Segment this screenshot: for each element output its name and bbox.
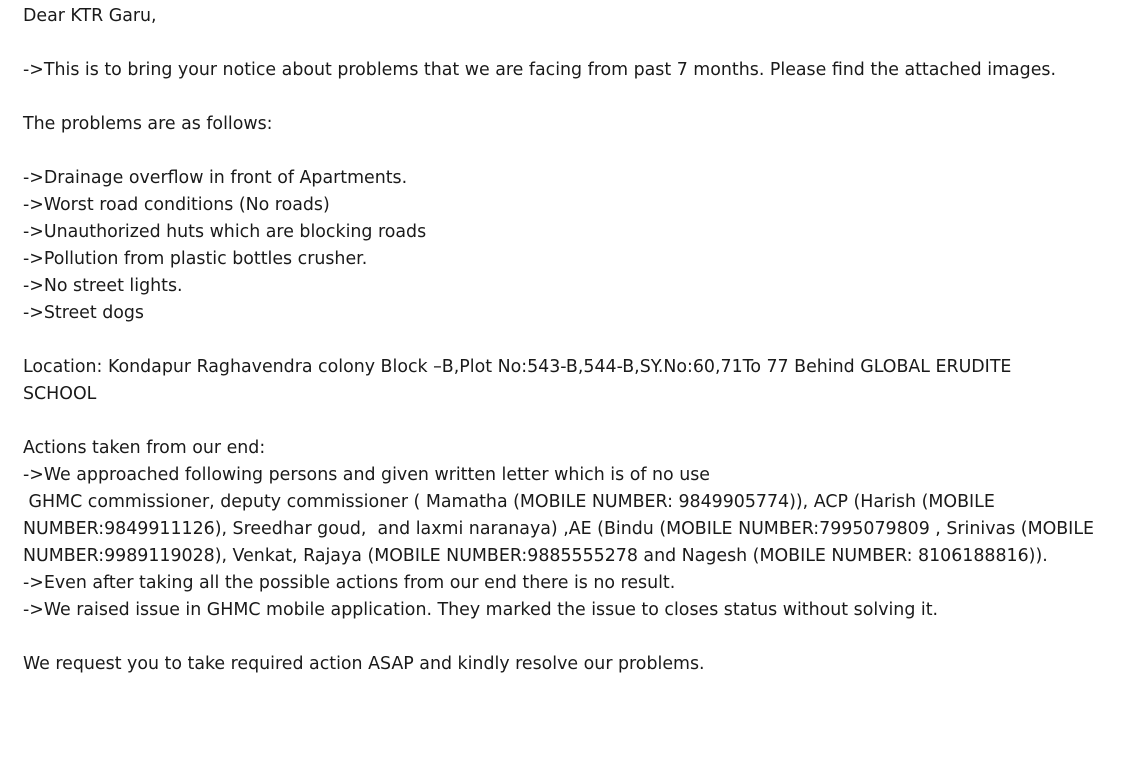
actions-list [23,462,1133,624]
blank-line [23,30,1133,57]
action-line: GHMC commissioner, deputy commissioner ( Mamatha (MOBILE NUMBER: 9849905774)), ACP (Harish (MOBILE [23,492,995,512]
problems-heading: The problems are as follows: [23,114,273,134]
blank-line [23,84,1133,111]
letter-body [23,3,1133,678]
action-line: NUMBER:9849911126), Sreedhar goud, and laxmi naranaya) ,AE (Bindu (MOBILE NUMBER:7995079809 , Srinivas (MOBILE [23,519,1094,539]
action-line: NUMBER:9989119028), Venkat, Rajaya (MOBILE NUMBER:9885555278 and Nagesh (MOBILE NUMBER: 8106188816)). [23,546,1048,566]
location-line: SCHOOL [23,384,97,404]
problem-item: ->Drainage overflow in front of Apartments. [23,168,408,188]
location-line: Location: Kondapur Raghavendra colony Block –B,Plot No:543-B,544-B,SY.No:60,71To 77 Behind GLOBAL ERUDITE [23,357,1012,377]
problem-item: ->Unauthorized huts which are blocking roads [23,222,427,242]
blank-line [23,408,1133,435]
blank-line [23,138,1133,165]
intro-paragraph: ->This is to bring your notice about problems that we are facing from past 7 months. Please find the attached images. [23,60,1057,80]
action-line: ->Even after taking all the possible actions from our end there is no result. [23,573,676,593]
blank-line [23,327,1133,354]
action-line: ->We approached following persons and given written letter which is of no use [23,465,710,485]
greeting: Dear KTR Garu, [23,6,157,26]
problem-item: ->Street dogs [23,303,144,323]
problem-item: ->No street lights. [23,276,183,296]
problem-item: ->Pollution from plastic bottles crusher. [23,249,368,269]
blank-line [23,624,1133,651]
actions-heading: Actions taken from our end: [23,438,266,458]
problem-list [23,165,1133,327]
problem-item: ->Worst road conditions (No roads) [23,195,330,215]
action-line: ->We raised issue in GHMC mobile application. They marked the issue to closes status without solving it. [23,600,939,620]
closing-paragraph: We request you to take required action ASAP and kindly resolve our problems. [23,654,705,674]
